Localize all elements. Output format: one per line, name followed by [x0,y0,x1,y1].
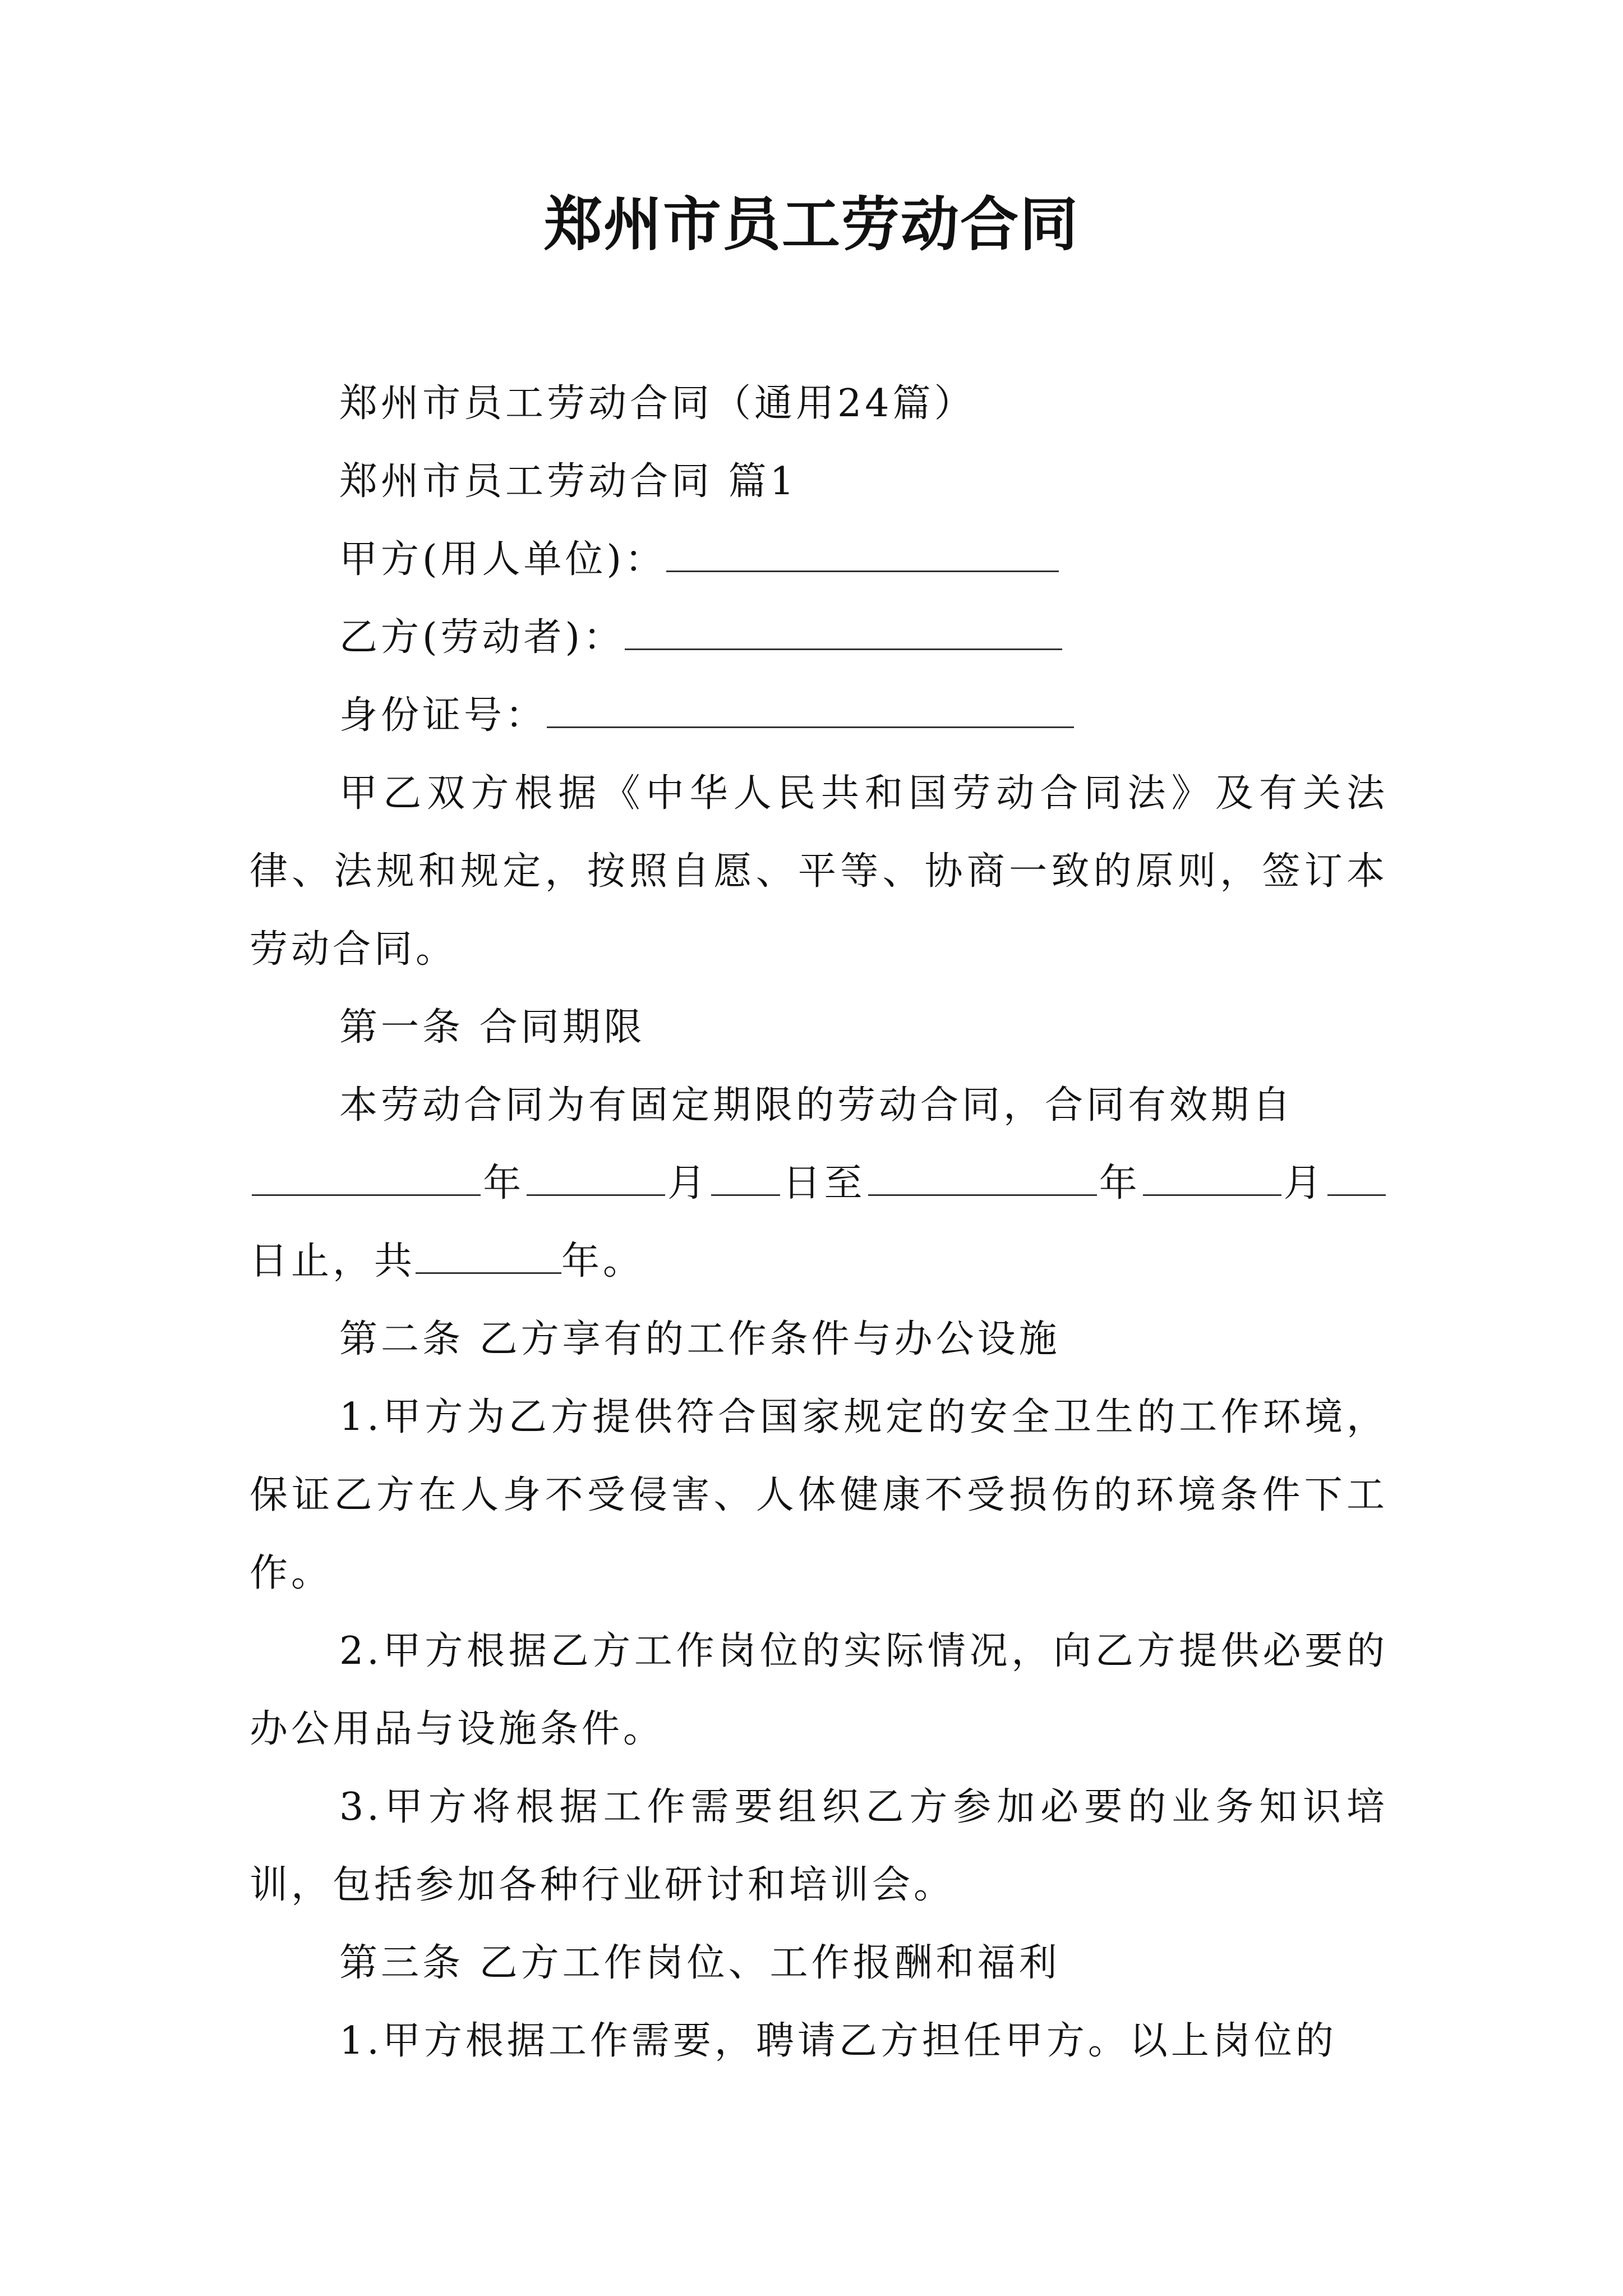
party-a-label: 甲方(用人单位)： [339,537,667,582]
intro-paragraph: 甲乙双方根据《中华人民共和国劳动合同法》及有关法律、法规和规定，按照自愿、平等、协商一致的原则，签订本劳动合同。 [250,771,1388,972]
document-body [250,365,1388,2080]
start-day-label: 日至 [782,1161,866,1205]
party-a-field [250,521,1388,599]
end-year-label: 年 [1099,1161,1141,1205]
start-month-label: 月 [667,1161,709,1205]
party-a-blank[interactable] [666,531,1059,572]
end-year-blank[interactable] [868,1155,1097,1196]
start-year-blank[interactable] [252,1155,481,1196]
party-b-field [250,599,1388,677]
id-number-label: 身份证号： [339,693,547,738]
end-day-label: 日止，共 [250,1239,416,1283]
id-number-blank[interactable] [547,687,1074,728]
article3-heading: 第三条 乙方工作岗位、工作报酬和福利 [339,1941,1061,1985]
article2-item2: 2.甲方根据乙方工作岗位的实际情况，向乙方提供必要的办公用品与设施条件。 [250,1629,1388,1751]
section-heading: 郑州市员工劳动合同 篇1 [339,459,797,504]
start-month-blank[interactable] [527,1155,665,1196]
article2-item3: 3.甲方将根据工作需要组织乙方参加必要的业务知识培训，包括参加各种行业研讨和培训会。 [250,1785,1388,1907]
article2-item1: 1.甲方为乙方提供符合国家规定的安全卫生的工作环境，保证乙方在人身不受侵害、人体健康不受损伤的环境条件下工作。 [250,1395,1388,1595]
party-b-label: 乙方(劳动者)： [339,615,625,660]
article1-date-range [250,1144,1388,1222]
start-day-blank[interactable] [711,1155,780,1196]
start-year-label: 年 [483,1161,525,1205]
end-month-label: 月 [1283,1161,1325,1205]
end-day-blank[interactable] [1327,1155,1386,1196]
total-years-label: 年。 [561,1239,645,1283]
end-month-blank[interactable] [1143,1155,1281,1196]
article1-duration [250,1222,1388,1300]
party-b-blank[interactable] [625,609,1062,650]
article1-heading: 第一条 合同期限 [339,1005,645,1050]
article3-item1: 1.甲方根据工作需要，聘请乙方担任甲方。以上岗位的 [339,2019,1337,2063]
article1-text: 本劳动合同为有固定期限的劳动合同，合同有效期自 [339,1083,1294,1128]
article2-heading: 第二条 乙方享有的工作条件与办公设施 [339,1317,1061,1361]
id-number-field [250,677,1388,754]
total-years-blank[interactable] [416,1233,561,1274]
document-subtitle: 郑州市员工劳动合同（通用24篇） [339,381,976,426]
document-title: 郑州市员工劳动合同 [543,190,1079,259]
